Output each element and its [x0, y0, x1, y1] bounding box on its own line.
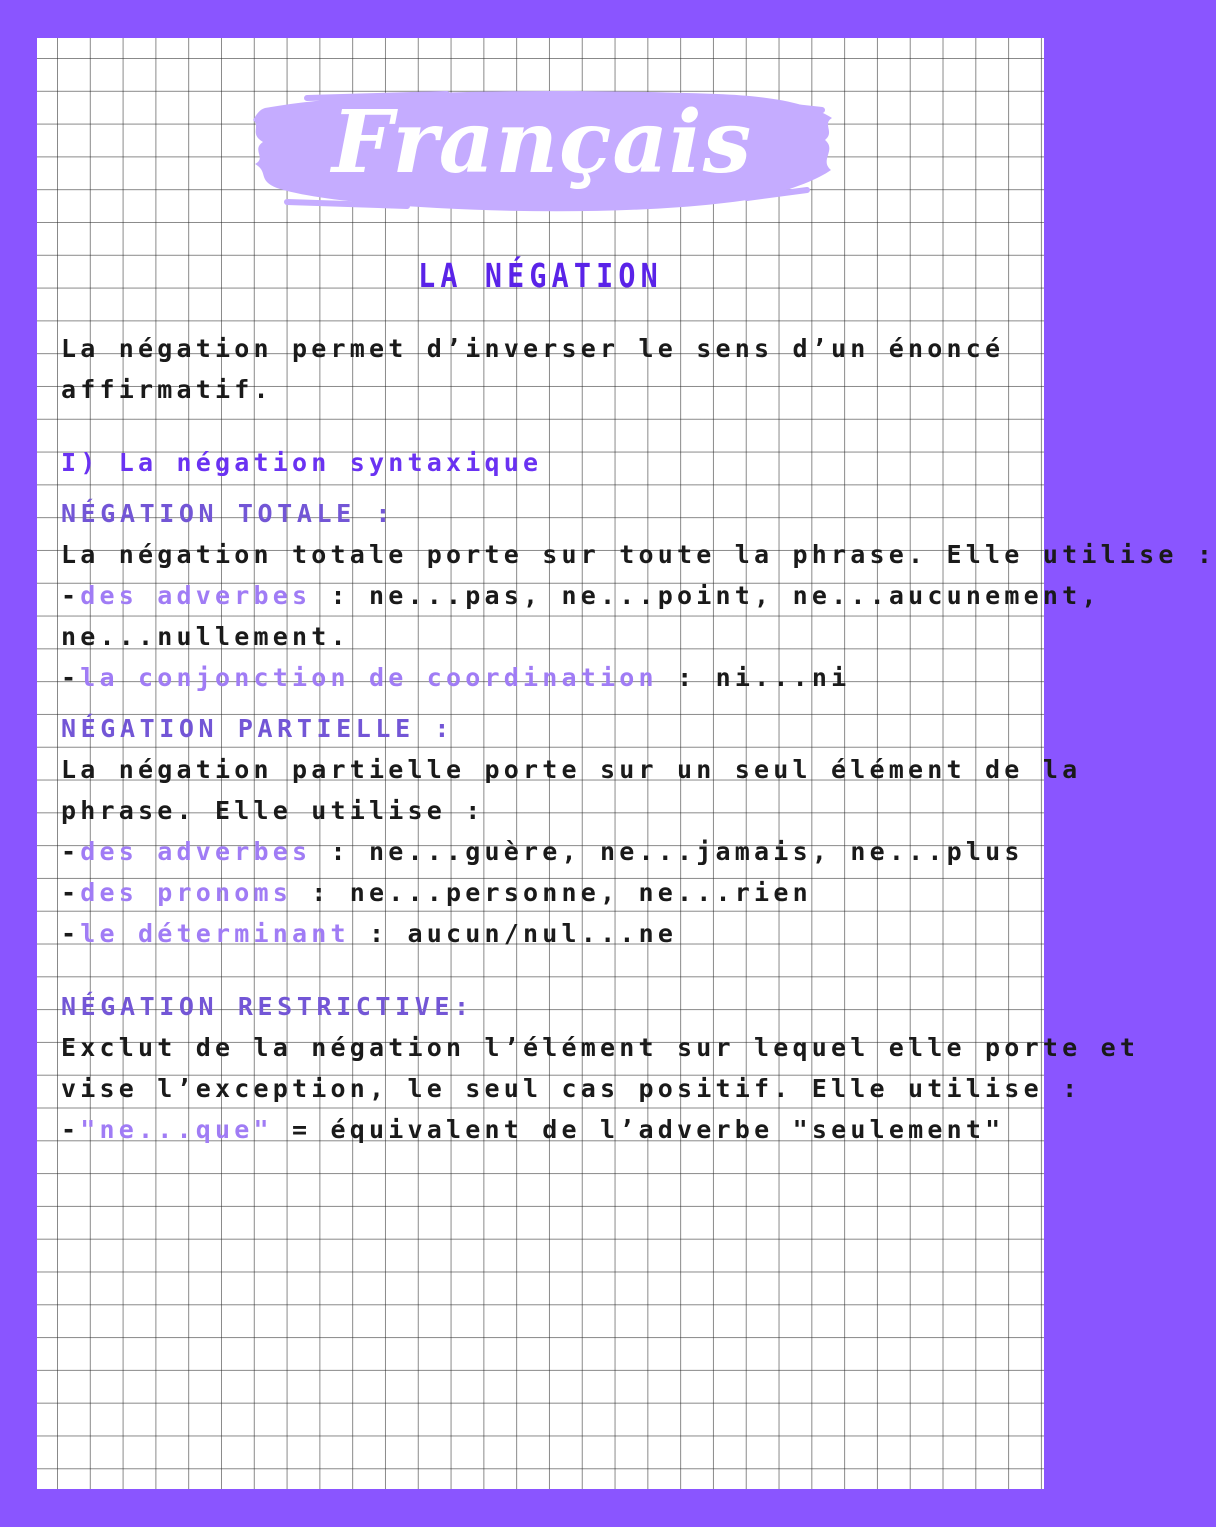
partielle-adverbes-item [61, 831, 1024, 872]
totale-adverbes-item [61, 575, 1101, 616]
dash: - [61, 919, 81, 948]
title-banner [247, 80, 837, 218]
item-text: = équivalent de l’adverbe "seulement" [272, 1115, 1005, 1144]
accent-term: le déterminant [80, 919, 350, 948]
intro-line-1: La négation permet d’inverser le sens d’un énoncé [61, 334, 1005, 363]
lesson-content [61, 328, 1216, 1150]
heading-negation-partielle: NÉGATION PARTIELLE : [61, 714, 455, 743]
accent-term: "ne...que" [80, 1115, 273, 1144]
dash: - [61, 878, 81, 907]
dash: - [61, 663, 81, 692]
totale-adverbes-continued: ne...nullement. [61, 622, 350, 651]
banner-title: Français [331, 92, 753, 193]
heading-negation-totale: NÉGATION TOTALE : [61, 499, 396, 528]
partielle-determinant-item [61, 913, 1001, 954]
totale-conjonction-item [61, 657, 1001, 698]
dash: - [61, 1115, 81, 1144]
heading-negation-restrictive: NÉGATION RESTRICTIVE: [61, 992, 474, 1021]
accent-term: des adverbes [80, 837, 312, 866]
item-text: : ne...personne, ne...rien [292, 878, 812, 907]
grid-paper-sheet [37, 38, 1216, 1489]
dash: - [61, 581, 81, 610]
item-text: : ne...guère, ne...jamais, ne...plus [311, 837, 1024, 866]
restrictive-definition-2: vise l’exception, le seul cas positif. Elle utilise : [61, 1074, 1082, 1103]
partielle-pronoms-item [61, 872, 1001, 913]
section-heading-syntaxique: I) La négation syntaxique [61, 448, 543, 477]
intro-line-2: affirmatif. [61, 375, 273, 404]
partielle-definition-1: La négation partielle porte sur un seul élément de la [61, 755, 1082, 784]
accent-term: des pronoms [80, 878, 293, 907]
page-title: LA NÉGATION [418, 256, 663, 295]
accent-term: des adverbes [80, 581, 312, 610]
partielle-definition-2: phrase. Elle utilise : [61, 796, 485, 825]
item-text: : ne...pas, ne...point, ne...aucunement, [311, 581, 1101, 610]
restrictive-ne-que-item [61, 1109, 1005, 1150]
restrictive-definition-1: Exclut de la négation l’élément sur lequel elle porte et [61, 1033, 1140, 1062]
dash: - [61, 837, 81, 866]
item-text: : aucun/nul...ne [349, 919, 678, 948]
item-text: : ni...ni [657, 663, 851, 692]
accent-term: la conjonction de coordination [80, 663, 658, 692]
totale-definition: La négation totale porte sur toute la phrase. Elle utilise : [61, 540, 1216, 569]
